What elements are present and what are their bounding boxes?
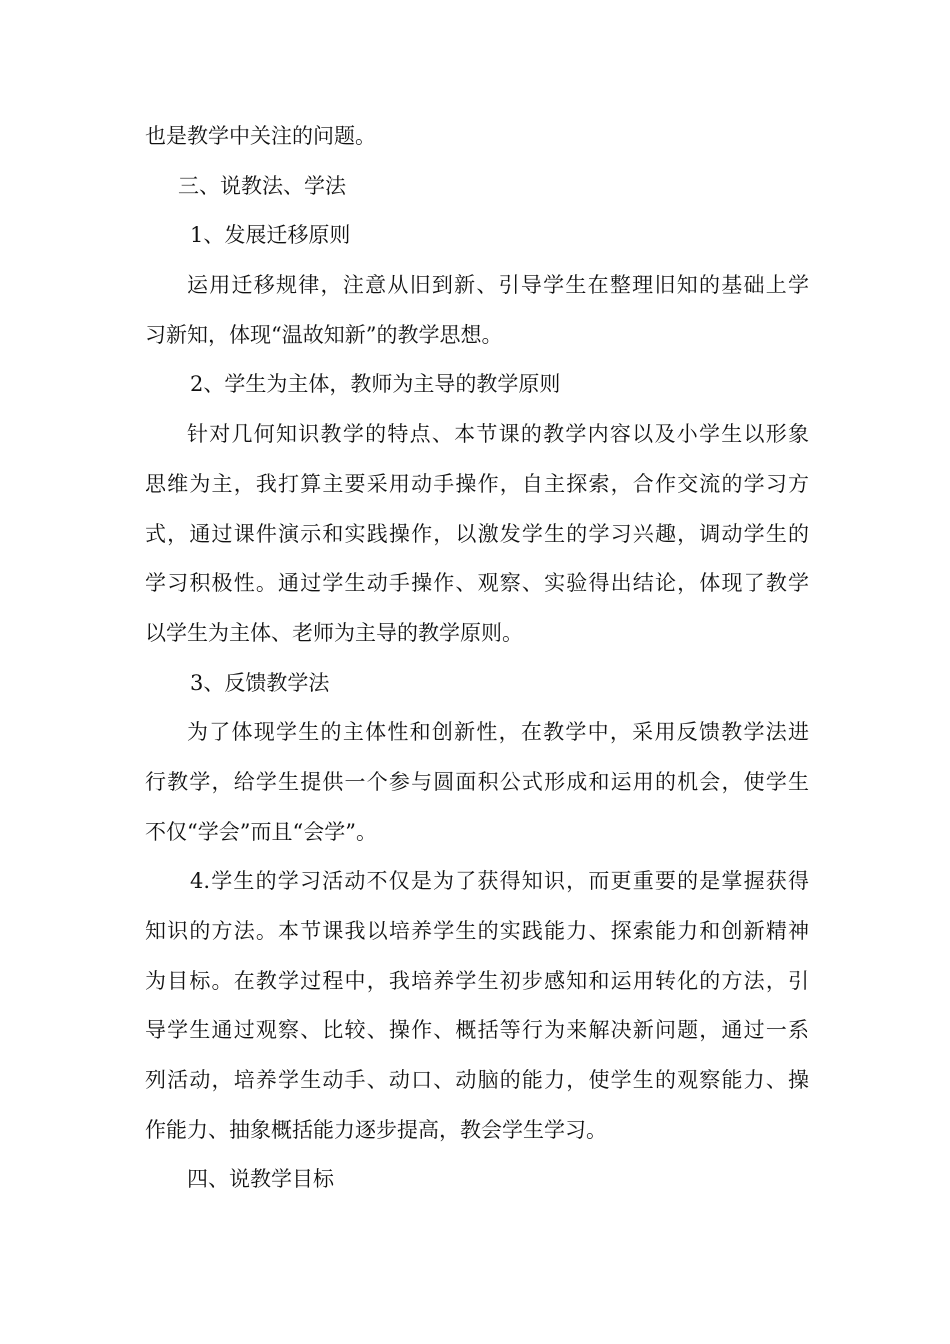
document-body <box>145 112 809 1205</box>
paragraph-line: 作能力、抽象概括能力逐步提高，教会学生学习。 <box>145 1117 607 1142</box>
paragraph-line: 习新知，体现“温故知新”的教学思想。 <box>145 322 503 347</box>
paragraph-line: 学习积极性。通过学生动手操作、观察、实验得出结论，体现了教学 <box>145 571 809 596</box>
paragraph-line: 运用迁移规律，注意从旧到新、引导学生在整理旧知的基础上学 <box>187 273 809 298</box>
paragraph-line: 4.学生的学习活动不仅是为了获得知识，而更重要的是掌握获得 <box>190 869 809 894</box>
paragraph-line: 知识的方法。本节课我以培养学生的实践能力、探索能力和创新精神 <box>145 919 809 943</box>
paragraph-line: 针对几何知识教学的特点、本节课的教学内容以及小学生以形象 <box>187 422 809 447</box>
paragraph-line: 为目标。在教学过程中，我培养学生初步感知和运用转化的方法，引 <box>145 968 809 993</box>
paragraph-line: 不仅“学会”而且“会学”。 <box>145 819 377 844</box>
section-heading-objectives: 四、说教学目标 <box>187 1167 334 1192</box>
paragraph-line: 式，通过课件演示和实践操作，以激发学生的学习兴趣，调动学生的 <box>145 521 809 546</box>
subheading-feedback-method: 3、反馈教学法 <box>190 670 330 695</box>
paragraph-line: 思维为主，我打算主要采用动手操作，自主探索，合作交流的学习方 <box>145 471 809 496</box>
subheading-student-subject-principle: 2、学生为主体，教师为主导的教学原则 <box>190 372 561 397</box>
paragraph-line: 行教学，给学生提供一个参与圆面积公式形成和运用的机会，使学生 <box>145 769 809 794</box>
paragraph-line: 为了体现学生的主体性和创新性，在教学中，采用反馈教学法进 <box>187 720 809 745</box>
section-heading-methods: 三、说教法、学法 <box>178 173 346 198</box>
paragraph-line: 也是教学中关注的问题。 <box>145 124 376 148</box>
subheading-transfer-principle: 1、发展迁移原则 <box>190 223 351 248</box>
paragraph-line: 列活动，培养学生动手、动口、动脑的能力，使学生的观察能力、操 <box>145 1068 809 1093</box>
paragraph-line: 导学生通过观察、比较、操作、概括等行为来解决新问题，通过一系 <box>145 1018 809 1043</box>
paragraph-line: 以学生为主体、老师为主导的教学原则。 <box>145 620 523 645</box>
